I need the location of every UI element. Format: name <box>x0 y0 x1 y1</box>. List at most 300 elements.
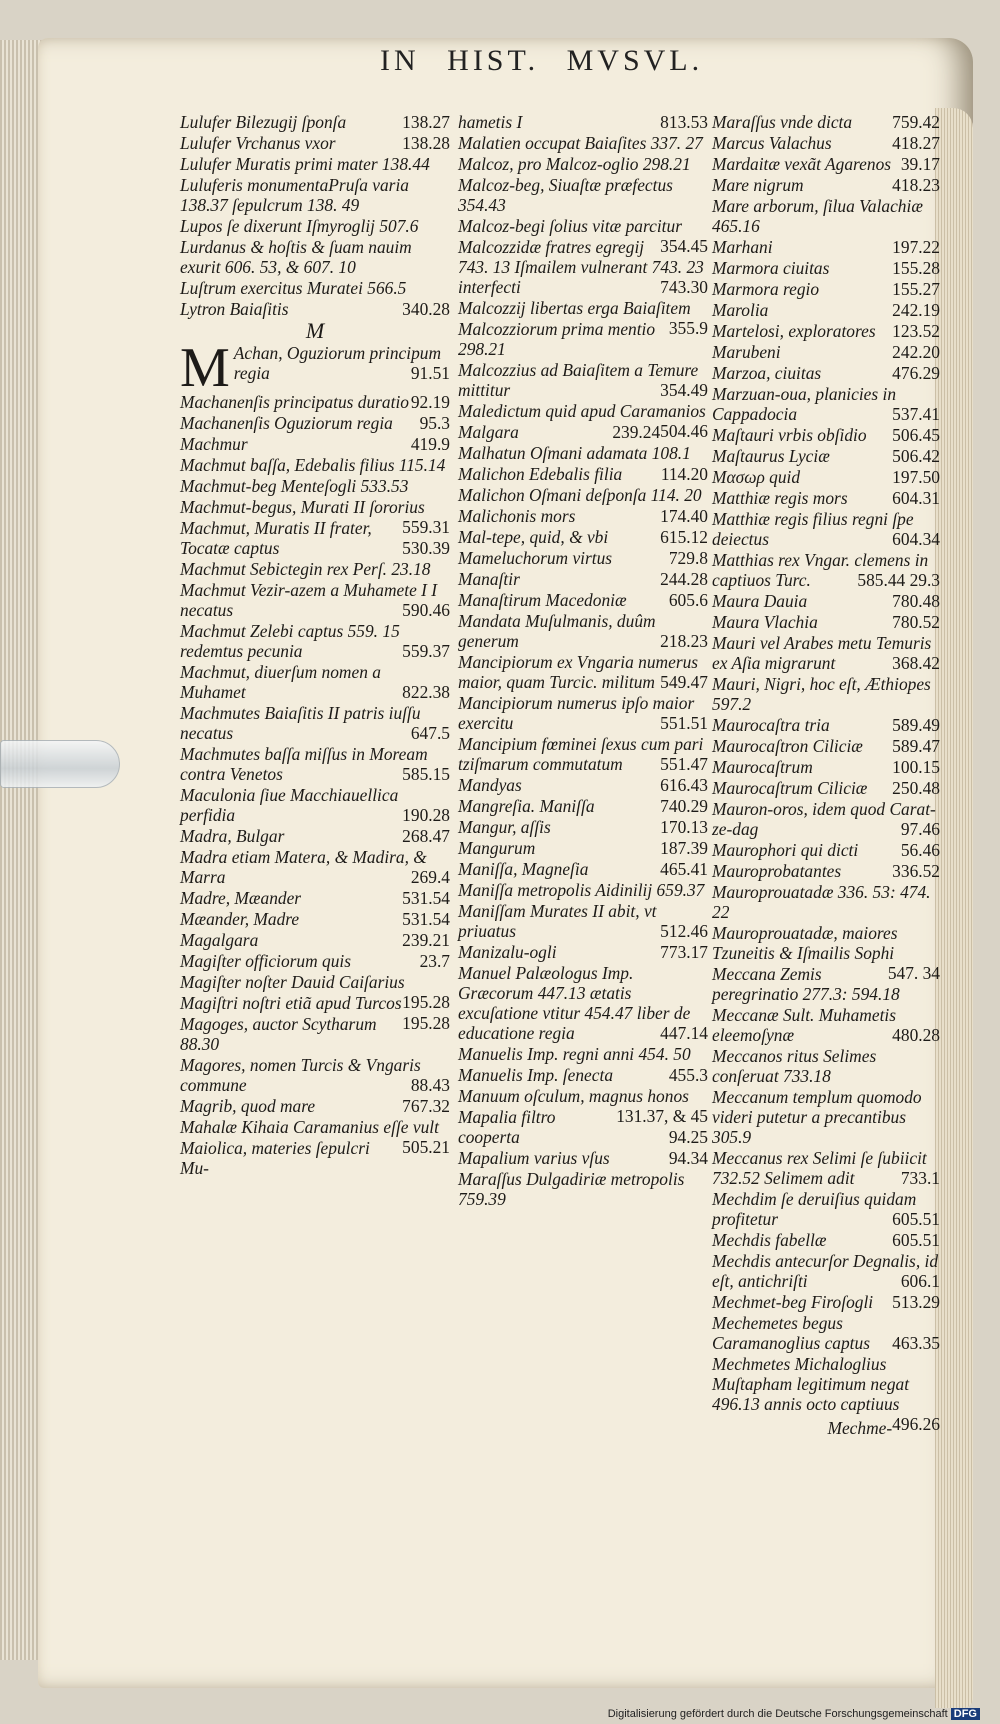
entry-text: Mangurum <box>458 838 536 858</box>
entry-reference: 740.29 <box>660 796 708 816</box>
index-entry <box>180 112 450 132</box>
index-entry <box>712 321 940 341</box>
entry-reference: 114.20 <box>660 464 708 484</box>
index-entry <box>180 455 450 475</box>
entry-text: Malcozzij libertas erga Baiaſitem <box>458 298 691 318</box>
entry-reference: 368.42 <box>892 653 940 673</box>
index-column-2 <box>458 112 708 1210</box>
running-head-word-2: HIST. <box>447 44 540 77</box>
index-entry <box>180 278 450 298</box>
entry-reference: 197.50 <box>892 467 940 487</box>
entry-text: Magiſter officiorum quis <box>180 951 352 971</box>
entry-text: Marolia <box>712 300 769 320</box>
entry-text: Mare arborum, ſilua Valachiæ 465.16 <box>712 196 923 236</box>
entry-text: Mauri, Nigri, hoc eſt, Æthiopes 597.2 <box>712 674 931 714</box>
entry-text: Mauroprouatadæ, maiores Tzuneitis & Iſmailis Sophi <box>712 923 898 963</box>
index-entry <box>180 175 450 215</box>
index-entry <box>180 909 450 929</box>
entry-text: Malcoz-begi ſolius vitæ parcitur <box>458 216 682 236</box>
entry-reference: 100.15 <box>892 757 940 777</box>
entry-text: Luſtrum exercitus Muratei 566.5 <box>180 278 407 298</box>
entry-reference: 218.23 <box>660 631 708 651</box>
entry-reference: 354.49 <box>660 380 708 400</box>
entry-text: Mechdim ſe deruiſius quidam profitetur <box>712 1189 917 1229</box>
entry-text: Machmut Zelebi captus 559. 15 redemtus pecunia <box>180 621 400 661</box>
entry-text: Machmutes baſſa miſſus in Moream contra Venetos <box>180 744 428 784</box>
index-entry <box>712 799 940 839</box>
index-entry <box>458 652 708 692</box>
entry-text: Mechmetes Michaloglius Muſtapham legitimum negat 496.13 annis octo captiuus <box>712 1354 910 1414</box>
entry-text: Meccanæ Sult. Muhametis eleemoſynæ <box>712 1005 897 1045</box>
entry-reference: 131.37, & 45 <box>616 1106 708 1126</box>
entry-reference: 504.46 <box>660 421 708 441</box>
entry-text: Luluferis monumentaPruſa varia 138.37 ſepulcrum 138. 49 <box>180 175 409 215</box>
index-entry <box>712 778 940 798</box>
entry-reference: 605.51 <box>892 1230 940 1250</box>
entry-text: Machmut Vezir-azem a Muhamete I I necatus <box>180 580 438 620</box>
entry-reference: 506.42 <box>892 446 940 466</box>
entry-text: Manaſtir <box>458 569 520 589</box>
entry-text: Maculonia ſiue Macchiauellica perfidia <box>180 785 399 825</box>
entry-text: Machmut Sebictegin rex Perſ. 23.18 <box>180 559 431 579</box>
entry-text: Mapalia filtro cooperta <box>458 1107 556 1147</box>
index-entry-machan <box>180 337 450 399</box>
index-column-3 <box>712 112 940 1438</box>
entry-text: Martelosi, exploratores <box>712 321 876 341</box>
entry-text: Machmutes Baiaſitis II patris iuſſu necatus <box>180 703 421 743</box>
index-entry <box>458 775 708 795</box>
entry-text: Manizalu-ogli <box>458 942 557 962</box>
entry-text: Madra etiam Matera, & Madira, & Marra <box>180 847 427 887</box>
index-entry <box>180 497 450 537</box>
index-entry <box>458 154 708 174</box>
index-entry <box>712 509 940 549</box>
entry-text: Mapalium varius vſus <box>458 1148 610 1168</box>
entry-text: Malichon Oſmani deſponſa 114. 20 <box>458 485 702 505</box>
entry-text: Maurocaſtron Ciliciæ <box>712 736 863 756</box>
entry-reference: 418.23 <box>892 175 940 195</box>
entry-text: Lulufer Bilezugij ſponſa <box>180 112 347 132</box>
entry-text: Machmut, diuerſum nomen a Muhamet <box>180 662 381 702</box>
entry-text: Mardaitæ vexãt Agarenos <box>712 154 892 174</box>
entry-reference: 559.31 <box>402 517 450 537</box>
entry-text: Magoges, auctor Scytharum 88.30 <box>180 1014 377 1054</box>
index-entry <box>712 1087 940 1147</box>
entry-text: Matthiæ regis filius regni ſpe deiectus <box>712 509 914 549</box>
catchword: Mechme- <box>827 1418 893 1438</box>
entry-text: Maſtauri vrbis obſidio <box>712 425 867 445</box>
letter-heading: M <box>305 318 325 343</box>
entry-reference: 336.52 <box>892 861 940 881</box>
index-entry <box>180 703 450 743</box>
index-entry <box>712 1189 940 1229</box>
entry-text: Maniſſa, Magneſia <box>458 859 589 879</box>
entry-text: Maraſſus Dulgadiriæ metropolis 759.39 <box>458 1169 685 1209</box>
index-entry <box>712 633 940 673</box>
index-entry <box>712 674 940 714</box>
running-head-word-1: IN <box>380 44 420 77</box>
entry-reference: 190.28 <box>402 805 450 825</box>
entry-text: Marzoa, ciuitas <box>712 363 822 383</box>
entry-reference: 419.9 <box>410 434 450 454</box>
book-edge-left <box>0 40 43 1660</box>
entry-text: Mauri vel Arabes metu Temuris ex Aſia migrarunt <box>712 633 932 673</box>
entry-reference: 123.52 <box>892 321 940 341</box>
index-entry <box>180 930 450 950</box>
entry-reference: 23.7 <box>419 951 450 971</box>
entry-text: Madra, Bulgar <box>180 826 285 846</box>
index-entry <box>458 1044 708 1064</box>
entry-text: Malichon Edebalis filia <box>458 464 623 484</box>
column-1-m-entries <box>180 392 450 1178</box>
entry-text: Matthias rex Vngar. clemens in captiuos Turc. <box>712 550 929 590</box>
entry-text: Manaſtirum Macedoniæ <box>458 590 627 610</box>
entry-text: Mandata Muſulmanis, duûm generum <box>458 611 656 651</box>
entry-text: Malgara <box>458 422 519 442</box>
index-entry <box>180 580 450 620</box>
entry-reference: 155.27 <box>892 279 940 299</box>
index-entry <box>712 196 940 236</box>
entry-text: Mechmet-beg Firoſogli <box>712 1292 874 1312</box>
index-entry <box>712 384 940 424</box>
entry-text: Magalgara <box>180 930 259 950</box>
index-entry <box>712 1313 940 1353</box>
index-entry <box>712 1046 940 1086</box>
entry-reference: 480.28 <box>892 1025 940 1045</box>
entry-reference: 647.5 <box>410 723 450 743</box>
entry-text: Mal-tepe, quid, & vbi <box>458 527 609 547</box>
entry-reference: 822.38 <box>402 682 450 702</box>
index-entry <box>458 216 708 256</box>
index-entry <box>180 621 450 661</box>
entry-reference: 138.28 <box>402 133 450 153</box>
index-entry <box>712 1354 940 1434</box>
entry-text: Marcus Valachus <box>712 133 832 153</box>
index-entry <box>180 1096 450 1116</box>
entry-reference: 604.31 <box>892 488 940 508</box>
entry-reference: 585.15 <box>402 764 450 784</box>
entry-text: Machmut-begus, Murati II ſororius <box>180 497 425 517</box>
entry-reference: 733.1 <box>900 1168 940 1188</box>
entry-reference: 170.13 <box>660 817 708 837</box>
index-entry <box>712 279 940 299</box>
entry-reference: 616.43 <box>660 775 708 795</box>
entry-text: Mauron-oros, idem quod Carat-ze-dag <box>712 799 936 839</box>
entry-reference: 355.9 <box>668 318 708 338</box>
entry-reference: 138.27 <box>402 112 450 132</box>
index-entry <box>712 112 940 132</box>
index-entry <box>180 826 450 846</box>
entry-text: Madre, Mæander <box>180 888 302 908</box>
index-entry <box>712 882 940 922</box>
index-entry <box>458 464 708 484</box>
entry-reference: 767.32 <box>402 1096 450 1116</box>
index-entry <box>458 1148 708 1168</box>
entry-reference: 547. 34 <box>887 963 940 983</box>
entry-text: Machanenſis principatus duratio <box>180 392 409 412</box>
entry-reference: 743.30 <box>660 277 708 297</box>
digitization-footer <box>608 1708 980 1720</box>
entry-reference: 195.28 <box>402 992 450 1012</box>
index-entry <box>180 413 450 433</box>
index-entry <box>458 112 708 132</box>
entry-text: Achan, Oguziorum principum regia <box>233 343 442 383</box>
index-entry <box>712 363 940 383</box>
entry-reference: 94.34 <box>668 1148 708 1168</box>
entry-text: Lupos ſe dixerunt Iſmyroglij 507.6 <box>180 216 419 236</box>
index-entry <box>180 299 450 319</box>
entry-reference: 589.47 <box>892 736 940 756</box>
index-entry <box>712 840 940 860</box>
entry-text: Mancipiorum numerus ipſo maior exercitu <box>458 693 695 733</box>
entry-text: Meccanum templum quomodo videri putetur a precantibus 305.9 <box>712 1087 922 1147</box>
entry-reference: 530.39 <box>402 538 450 558</box>
index-entry <box>458 611 708 651</box>
index-entry <box>712 425 940 445</box>
index-entry <box>180 847 450 887</box>
entry-text: Lurdanus & hoſtis & ſuam nauim exurit 606. 53, & 607. 10 <box>180 237 412 277</box>
entry-text: Mæander, Madre <box>180 909 300 929</box>
entry-reference: 250.48 <box>892 778 940 798</box>
entry-reference: 242.19 <box>892 300 940 320</box>
entry-reference: 195.28 <box>402 1013 450 1033</box>
entry-text: Mandyas <box>458 775 522 795</box>
index-entry <box>458 569 708 589</box>
index-entry <box>458 485 708 505</box>
index-entry <box>180 662 450 702</box>
entry-text: Malatien occupat Baiaſites 337. 27 <box>458 133 703 153</box>
entry-text: Maniſſa metropolis Aidinilij 659.37 <box>458 880 705 900</box>
index-entry <box>180 434 450 454</box>
page-clip <box>0 740 120 788</box>
entry-reference: 551.51 <box>660 713 708 733</box>
index-entry <box>180 476 450 496</box>
entry-text: Manuelis Imp. ſenecta <box>458 1065 614 1085</box>
entry-text: hametis I <box>458 112 523 132</box>
index-entry <box>712 342 940 362</box>
entry-reference: 590.46 <box>402 600 450 620</box>
index-entry <box>458 859 708 879</box>
entry-text: Maniſſam Murates II abit, vt priuatus <box>458 901 657 941</box>
entry-text: Maiolica, materies ſepulcri Mu- <box>180 1138 370 1178</box>
index-entry <box>458 1169 708 1209</box>
entry-text: Manuum oſculum, magnus honos <box>458 1086 689 1106</box>
entry-reference: 354.45 <box>660 236 708 256</box>
entry-text: Magiſtri noſtri etiã apud Turcos <box>180 993 402 1013</box>
entry-text: Mangreſia. Maniſſa <box>458 796 595 816</box>
index-entry <box>458 527 708 547</box>
entry-reference: 239.24 <box>612 422 661 442</box>
index-entry <box>180 1055 450 1095</box>
entry-reference: 465.41 <box>660 859 708 879</box>
entry-text: Lulufer Muratis primi mater 138.44 <box>180 154 430 174</box>
index-entry <box>712 591 940 611</box>
entry-text: Maurocaſtra tria <box>712 715 830 735</box>
column-3-entries <box>712 112 940 1434</box>
entry-text: Machanenſis Oguziorum regia <box>180 413 393 433</box>
index-entry <box>712 612 940 632</box>
index-entry <box>458 901 708 941</box>
entry-text: Mechdis antecurſor Degnalis, id eſt, antichriſti <box>712 1251 939 1291</box>
entry-text: Magiſter noſter Dauid Caiſarius <box>180 972 405 992</box>
entry-reference: 531.54 <box>402 909 450 929</box>
entry-reference: 549.47 <box>660 672 708 692</box>
index-entry <box>458 817 708 837</box>
index-entry <box>712 446 940 466</box>
running-head-word-3: MVSVL. <box>566 44 704 77</box>
entry-text: Marmora regio <box>712 279 820 299</box>
entry-text: Marubeni <box>712 342 781 362</box>
index-entry <box>458 838 708 858</box>
entry-reference: 506.45 <box>892 425 940 445</box>
index-entry <box>180 559 450 579</box>
entry-reference: 97.46 <box>900 819 940 839</box>
index-entry <box>180 133 450 153</box>
entry-text: Μασωρ quid <box>712 467 801 487</box>
entry-reference: 585.44 29.3 <box>857 570 940 590</box>
entry-text: Maledictum quid apud Caramanios <box>458 401 706 421</box>
index-entry <box>458 175 708 215</box>
entry-text: Magrib, quod mare <box>180 1096 316 1116</box>
entry-text: Machmut, Muratis II frater, Tocatæ captus <box>180 518 372 558</box>
column-1-l-entries <box>180 112 450 319</box>
entry-text: Maurocaſtrum <box>712 757 813 777</box>
entry-text: Malcozzidæ fratres egregij 743. 13 Iſmailem vulnerant 743. 23 interfecti <box>458 237 704 297</box>
entry-reference: 56.46 <box>900 840 940 860</box>
index-entry <box>458 963 708 1043</box>
entry-text: Maura Dauia <box>712 591 808 611</box>
index-entry <box>712 1148 940 1188</box>
entry-reference: 513.29 <box>892 1292 940 1312</box>
entry-reference: 773.17 <box>660 942 708 962</box>
entry-text: Meccanos ritus Selimes conſeruat 733.18 <box>712 1046 877 1086</box>
entry-text: Mechdis fabellæ <box>712 1230 827 1250</box>
entry-reference: 463.35 <box>892 1333 940 1353</box>
index-entry <box>712 861 940 881</box>
entry-reference: 340.28 <box>402 299 450 319</box>
index-entry <box>712 1230 940 1250</box>
entry-text: Malichonis mors <box>458 506 576 526</box>
entry-text: Maurophori qui dicti <box>712 840 859 860</box>
index-entry <box>712 736 940 756</box>
entry-text: Machmut baſſa, Edebalis filius 115.14 <box>180 455 446 475</box>
entry-text: Malcoz-beg, Siuaſtæ præfectus 354.43 <box>458 175 673 215</box>
entry-reference: 615.12 <box>660 527 708 547</box>
index-entry <box>458 942 708 962</box>
index-entry <box>712 1251 940 1291</box>
index-entry <box>712 1292 940 1312</box>
entry-text: Mare nigrum <box>712 175 804 195</box>
entry-reference: 780.52 <box>892 612 940 632</box>
entry-reference: 39.17 <box>900 154 940 174</box>
index-entry <box>458 298 708 338</box>
entry-reference: 512.46 <box>660 921 708 941</box>
entry-reference: 605.51 <box>892 1209 940 1229</box>
index-entry <box>458 506 708 526</box>
entry-reference: 268.47 <box>402 826 450 846</box>
entry-reference: 155.28 <box>892 258 940 278</box>
entry-text: Malcozziorum prima mentio 298.21 <box>458 319 656 359</box>
entry-text: Lulufer Vrchanus vxor <box>180 133 336 153</box>
entry-text: Meccanus rex Selimi ſe ſubiicit 732.52 Selimem adit <box>712 1148 927 1188</box>
index-entry <box>712 923 940 983</box>
index-entry <box>712 175 940 195</box>
entry-reference: 813.53 <box>660 112 708 132</box>
index-entry <box>458 590 708 610</box>
entry-reference: 242.20 <box>892 342 940 362</box>
entry-text: Mechemetes begus Caramanoglius captus <box>712 1313 870 1353</box>
index-entry <box>458 796 708 816</box>
index-entry <box>180 237 450 277</box>
index-entry <box>712 467 940 487</box>
index-entry <box>712 1005 940 1045</box>
entry-text: Manuel Palæologus Imp. Græcorum 447.13 ætatis excuſatione vtitur 454.47 liber de educatione regia <box>458 963 691 1043</box>
entry-reference: 95.3 <box>419 413 450 433</box>
entry-reference: 197.22 <box>892 237 940 257</box>
index-entry <box>180 1117 450 1157</box>
entry-reference: 476.29 <box>892 363 940 383</box>
entry-text: Maurocaſtrum Ciliciæ <box>712 778 868 798</box>
entry-reference: 606.1 <box>900 1271 940 1291</box>
entry-text: Machmut-beg Menteſogli 533.53 <box>180 476 409 496</box>
index-entry <box>458 880 708 900</box>
entry-reference: 187.39 <box>660 838 708 858</box>
index-entry <box>712 300 940 320</box>
entry-reference: 269.4 <box>410 867 450 887</box>
entry-reference: 551.47 <box>660 754 708 774</box>
entry-text: Mauroprobatantes <box>712 861 842 881</box>
index-entry <box>712 488 940 508</box>
entry-text: Manuelis Imp. regni anni 454. 50 <box>458 1044 691 1064</box>
index-entry <box>712 133 940 153</box>
index-entry <box>458 693 708 733</box>
entry-reference: 91.51 <box>410 363 450 383</box>
entry-reference: 605.6 <box>668 590 708 610</box>
index-entry <box>180 785 450 825</box>
entry-text: Magores, nomen Turcis & Vngaris commune <box>180 1055 421 1095</box>
index-entry <box>712 154 940 174</box>
index-entry <box>712 715 940 735</box>
index-entry <box>180 888 450 908</box>
index-entry <box>712 258 940 278</box>
entry-reference: 531.54 <box>402 888 450 908</box>
entry-reference: 759.42 <box>892 112 940 132</box>
index-entry <box>180 154 450 174</box>
entry-text: Malcoz, pro Malcoz-oglio 298.21 <box>458 154 691 174</box>
entry-reference: 94.25 <box>668 1127 708 1147</box>
entry-reference: 447.14 <box>660 1023 708 1043</box>
index-entry <box>712 237 940 257</box>
index-entry <box>712 550 940 590</box>
entry-text: Marhani <box>712 237 773 257</box>
entry-text: Mahalæ Kihaia Caramanius eſſe vult <box>180 1117 439 1137</box>
initial-letter: M <box>180 337 230 399</box>
entry-reference: 496.26 <box>892 1414 940 1434</box>
index-entry <box>712 757 940 777</box>
entry-reference: 418.27 <box>892 133 940 153</box>
entry-text: Meccana Zemis peregrinatio 277.3: 594.18 <box>712 964 900 1004</box>
entry-reference: 244.28 <box>660 569 708 589</box>
entry-text: Lytron Baiaſitis <box>180 299 289 319</box>
entry-text: Maura Vlachia <box>712 612 818 632</box>
index-entry <box>458 548 708 568</box>
entry-reference: 729.8 <box>668 548 708 568</box>
entry-text: Marmora ciuitas <box>712 258 830 278</box>
index-entry <box>458 443 708 463</box>
index-entry <box>180 744 450 784</box>
entry-text: Mameluchorum virtus <box>458 548 613 568</box>
index-column-1 <box>180 112 450 1179</box>
